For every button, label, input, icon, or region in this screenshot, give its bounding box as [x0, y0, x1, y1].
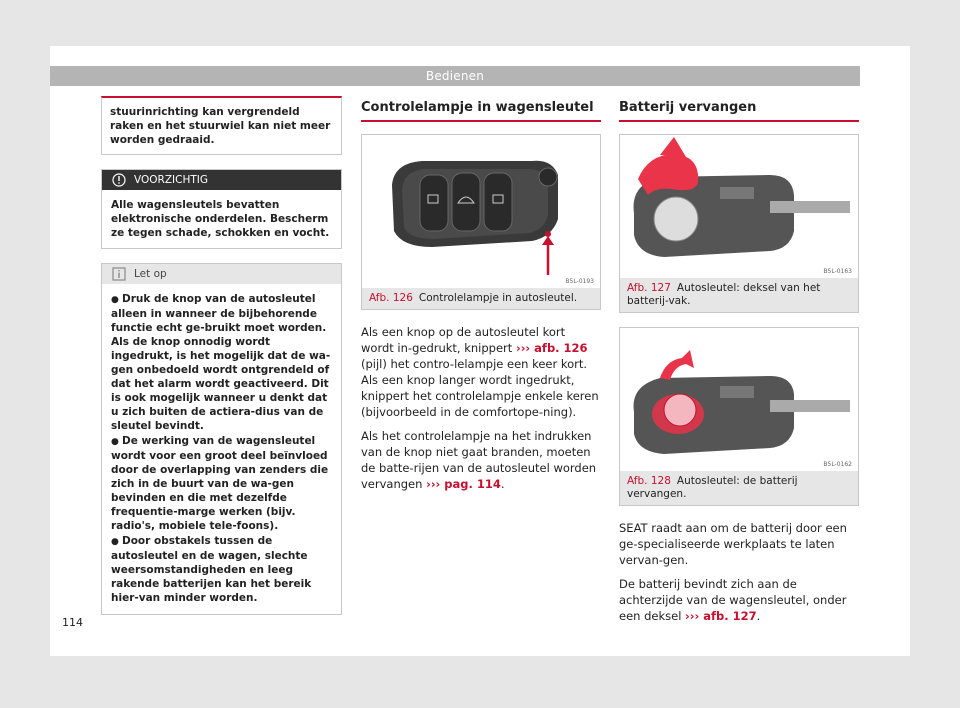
note-box: [101, 263, 342, 615]
caption-text: Autosleutel: deksel van het batterij-vak.: [627, 282, 821, 307]
battery-image: [620, 328, 858, 471]
warning-text: Alle wagensleutels bevatten elektronische onderdelen. Bescherm ze tegen schade, schokken en vocht.: [111, 199, 330, 239]
figure-caption: [620, 278, 858, 312]
figure-code: B5L-0193: [565, 278, 594, 285]
section-title: Batterij vervangen: [619, 100, 859, 122]
note-header: [102, 264, 341, 284]
car-key-image: [362, 135, 600, 288]
caption-text: Autosleutel: de batterij vervangen.: [627, 475, 798, 500]
warning-header: [102, 170, 341, 190]
right-column: [619, 96, 859, 632]
key-illustration: [362, 135, 600, 288]
page-number: 114: [62, 616, 83, 629]
middle-column: [361, 96, 601, 500]
figure-link[interactable]: ››› afb. 127: [685, 609, 757, 623]
battery-illustration: [620, 328, 858, 471]
note-title: Let op: [134, 268, 167, 280]
figure-link[interactable]: ››› afb. 126: [515, 341, 588, 355]
info-icon: [112, 267, 126, 281]
figure-number: Afb. 127: [627, 282, 671, 294]
warning-title: VOORZICHTIG: [134, 174, 208, 186]
text: .: [500, 477, 505, 491]
text: Als een knop op de autosleutel kort wordt in-gedrukt, knippert: [361, 325, 566, 355]
warning-icon: [112, 173, 126, 187]
paragraph: [619, 576, 859, 624]
figure-code: B5L-0163: [823, 268, 852, 275]
warning-continuation: stuurinrichting kan vergrendeld raken en het stuurwiel kan niet meer worden gedraaid.: [101, 96, 342, 155]
figure-number: Afb. 128: [627, 475, 671, 487]
text: (pijl) het contro-lelampje een keer kort. Als een knop langer wordt ingedrukt, knippert het controlelampje enkele keren (bijvoorbeeld in de comfortope-ning).: [361, 357, 599, 419]
figure-126: [361, 134, 601, 310]
warning-box: [101, 169, 342, 249]
figure-caption: [620, 471, 858, 505]
figure-128: [619, 327, 859, 506]
figure-code: B5L-0162: [823, 461, 852, 468]
note-bullet: ● De werking van de wagensleutel wordt voor een groot deel beïnvloed door de overlapping van zenders die zich in de buurt van de wa-gen bevinden en die met dezelfde frequentie-marge werken (bijv. radio's, mobiele tele-foons).: [111, 434, 332, 533]
note-body: [102, 284, 341, 614]
section-title: Controlelampje in wagensleutel: [361, 100, 601, 122]
section-header: Bedienen: [50, 66, 860, 86]
paragraph: [361, 428, 601, 492]
left-column: [101, 96, 342, 629]
text: .: [756, 609, 761, 623]
paragraph: [361, 324, 601, 420]
key-cover-image: [620, 135, 858, 278]
figure-caption: [362, 288, 600, 309]
text: De batterij bevindt zich aan de achterzijde van de wagensleutel, onder een deksel: [619, 577, 847, 623]
caption-text: Controlelampje in autosleutel.: [418, 292, 578, 304]
note-bullet: ● Druk de knop van de autosleutel alleen in wanneer de bijbehorende functie echt ge-bruikt moet worden. Als de knop onnodig wordt ingedrukt, is het mogelijk dat de wa-gen onbedoeld wordt ontgrendeld of dat het alarm wordt geactiveerd. Dit is ook mogelijk wanneer u denkt dat u zich buiten de actiera-dius van de sleutel bevindt.: [111, 292, 332, 433]
key-cover-illustration: [620, 135, 858, 278]
paragraph: SEAT raadt aan om de batterij door een ge-specialiseerde werkplaats te laten vervan-gen.: [619, 521, 847, 567]
figure-127: [619, 134, 859, 313]
figure-number: Afb. 126: [369, 292, 413, 304]
page-link[interactable]: ››› pag. 114: [426, 477, 501, 491]
text: Als het controlelampje na het indrukken van de knop niet gaat branden, moeten de batte-rijen van de autosleutel worden vervangen: [361, 429, 597, 491]
note-bullet: ● Door obstakels tussen de autosleutel en de wagen, slechte weersomstandigheden en leeg rakende batterijen kan het bereik hier-van minder worden.: [111, 534, 332, 605]
